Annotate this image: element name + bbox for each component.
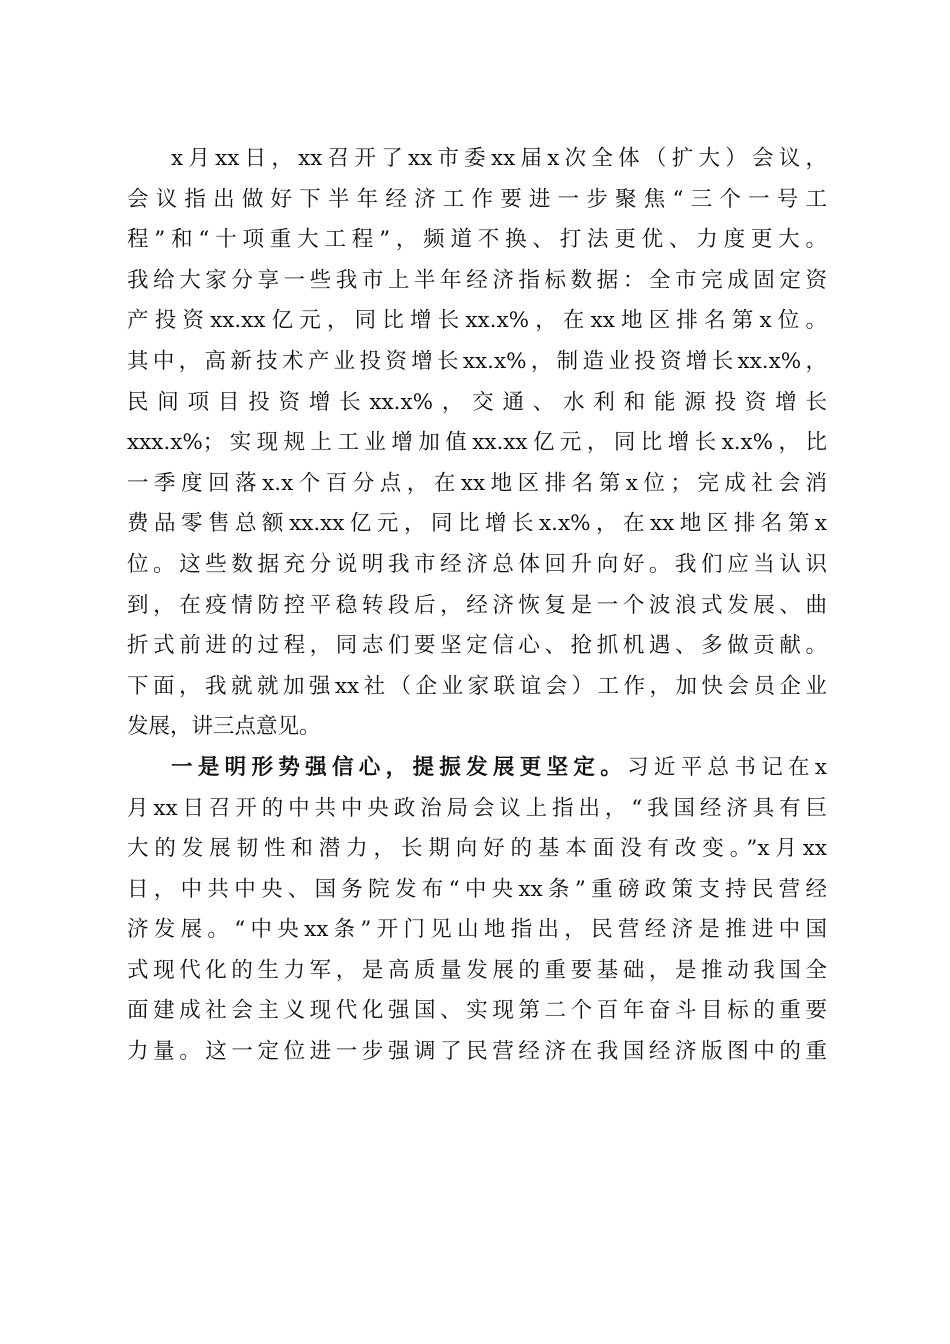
- text-line: 程”和“十项重大工程”，频道不换、打法更优、力度更大。: [127, 227, 827, 253]
- text-line: x月xx日，xx召开了xx市委xx届x次全体（扩大）会议，: [171, 146, 827, 171]
- text-line: 位。这些数据充分说明我市经济总体回升向好。我们应当认识: [127, 551, 827, 577]
- text-line: 折式前进的过程，同志们要坚定信心、抢抓机遇、多做贡献。: [127, 633, 827, 659]
- text-line: 济发展。“中央xx条”开门见山地指出，民营经济是推进中国: [127, 917, 827, 943]
- paragraph-intro: [127, 139, 827, 748]
- text-line: 力量。这一定位进一步强调了民营经济在我国经济版图中的重: [127, 1039, 827, 1065]
- text-line: 大的发展韧性和潜力，长期向好的基本面没有改变。”x月xx: [127, 836, 827, 862]
- text-line: 式现代化的生力军，是高质量发展的重要基础，是推动我国全: [127, 957, 827, 983]
- section-heading: 一是明形势强信心，提振发展更坚定。: [171, 754, 628, 780]
- text-line: 其中，高新技术产业投资增长xx.x%，制造业投资增长xx.x%，: [127, 348, 827, 374]
- text-line: 一季度回落x.x个百分点，在xx地区排名第x位；完成社会消: [127, 470, 827, 496]
- text-line: 发展，讲三点意见。: [127, 714, 321, 740]
- paragraph-point-one: [127, 748, 827, 1073]
- text-line: 民间项目投资增长xx.x%，交通、水利和能源投资增长: [127, 389, 827, 415]
- text-line: 面建成社会主义现代化强国、实现第二个百年奋斗目标的重要: [127, 998, 827, 1024]
- text-line: 下面，我就就加强xx社（企业家联谊会）工作，加快会员企业: [127, 673, 827, 699]
- text-line: 产投资xx.xx亿元，同比增长xx.x%，在xx地区排名第x位。: [127, 308, 827, 334]
- text-line: 我给大家分享一些我市上半年经济指标数据：全市完成固定资: [127, 267, 827, 293]
- text-run: 习近平总书记在x: [627, 754, 827, 780]
- text-line: 月xx日召开的中共中央政治局会议上指出，“我国经济具有巨: [127, 795, 827, 821]
- text-line: [127, 748, 827, 789]
- text-line: xxx.x%；实现规上工业增加值xx.xx亿元，同比增长x.x%，比: [127, 430, 827, 456]
- text-line: 费品零售总额xx.xx亿元，同比增长x.x%，在xx地区排名第x: [127, 511, 827, 537]
- text-line: 会议指出做好下半年经济工作要进一步聚焦“三个一号工: [127, 186, 827, 212]
- text-line: 到，在疫情防控平稳转段后，经济恢复是一个波浪式发展、曲: [127, 592, 827, 618]
- text-line: 日，中共中央、国务院发布“中央xx条”重磅政策支持民营经: [127, 876, 827, 902]
- document-page: [127, 139, 827, 1073]
